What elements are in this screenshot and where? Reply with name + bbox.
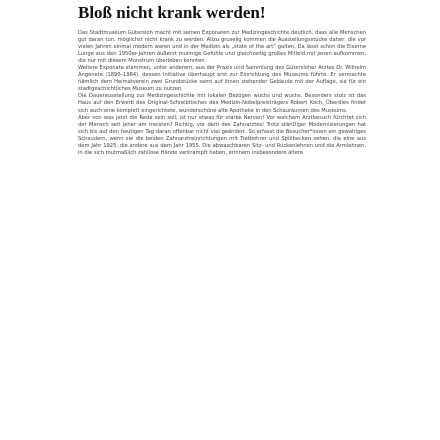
paragraph: Aber von was jetzt die Rede sein soll, ist nur etwas für starke Nerven! Vor welchem Arztbesuch fürchtet sich der Mensch seit jeher am meisten? Richtig, vor dem des Zahnarztes! Trotz stänDiger Modernisierungen hat sich bis auf den heutigen Tag daran offenbar nicht viel geändert. So erfasst die Besucher*innen ein gewaltiges Schaudern, wenn sie die beiden Zahnarztreinrichtungen mit Tretbohrer und Spülbecken sehen, die eine aus dem Jahr 1925, die andere aus dem Jahr 1955. Die abwaschbaren Sitz- und Rückenlehnen und die Armlehnen, in die sich mutmaßlich zahllose Hände verkrampft haben, erinnern insbesondere ältere — [78, 114, 366, 156]
paragraph: Weitere Exponate stammen, unter anderem, aus der Praxis und Sammlung des Gütersloher Arztes Dr. Wilhelm Angenete (1890–1984), dessen Initiative überhaupt erst zur Einrichtung des Museums führte. Er vermachte nämlich dem Heimatverein zwei Grundstücke samt auf ihnen stehender Gebäude mit der Auflage, sie für ein stadtgeschichtliches Museum zu nutzen. — [78, 65, 366, 93]
page-header — [0, 0, 440, 26]
page-title: Bloß nicht krank werden! — [78, 3, 266, 22]
paragraph: Die Dauerausstellung zur Medizingeschichte mit lokalen Bezügen wuchs und wuchs. Besonders stolz ist das Haus auf den Erwerb des Original-Schreibtisches des Medizin-Nobelpreisträgers Robert Koch. Überdies findet sich auch eine komplett eingerichtete, wunderschöne alte Apotheke in den Schauräumen des Museums. — [78, 93, 366, 114]
paragraph: Das Stadtmuseum Gütersloh macht mit seinen Exponaten zur Medizingeschichte deutlich, dass alle Menschen gut daran tun, möglichst nicht krank zu werden. Allzu gruselig kommen die Ausstellungsstücke daher, die vor vielen Jahren einmal modern waren und in der Medizin als „state of the art“ galten. Da lässt schon die Eiserne Lunge aus den 1950er-Jahren äußerst mulmige Gefühle und gleichzeitig großes Mitleid mit jenen aufkommen, die nur mit diesem Monstrum überleben konnten. — [78, 30, 366, 65]
article-body — [78, 30, 366, 434]
